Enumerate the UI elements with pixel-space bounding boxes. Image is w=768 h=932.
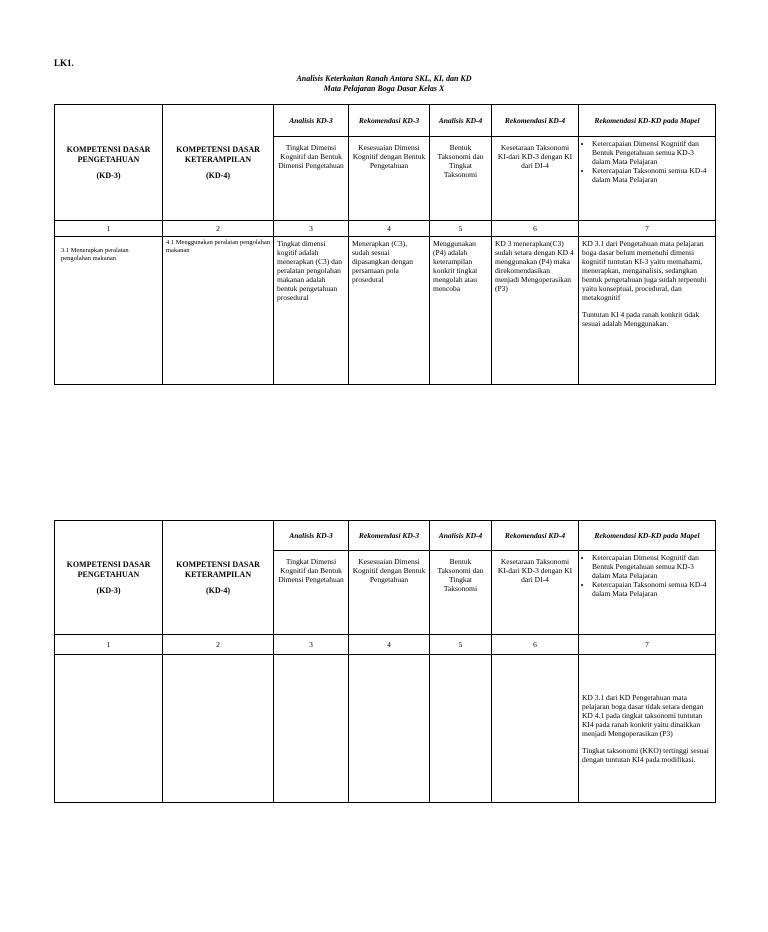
document-label: LK1.	[54, 58, 74, 68]
kd3-header-title: KOMPETENSI DASAR PENGETAHUAN	[66, 144, 151, 164]
col-number: 1	[55, 635, 163, 655]
kd3-header-code: (KD-3)	[96, 585, 121, 595]
kd3-header	[55, 105, 163, 221]
analysis-table-2	[54, 520, 716, 803]
analisis-kd3-desc: Tingkat Dimensi Kognitif dan Bentuk Dimensi Pengetahuan	[274, 551, 349, 635]
col-number: 1	[55, 221, 163, 237]
rekomendasi-kd4-cell	[492, 655, 579, 803]
rekomendasi-mapel-header: Rekomendasi KD-KD pada Mapel	[579, 521, 716, 551]
col-number: 2	[163, 635, 274, 655]
col-number: 6	[492, 635, 579, 655]
analisis-kd4-cell: Menggunakan (P4) adalah keterampilan konkrit tingkat mengolah atau mencoba	[430, 237, 492, 385]
analisis-kd3-cell	[274, 655, 349, 803]
col-number: 5	[430, 221, 492, 237]
col-number: 6	[492, 221, 579, 237]
col-number: 3	[274, 635, 349, 655]
kd3-header-code: (KD-3)	[96, 170, 121, 180]
mapel-paragraph: Tingkat taksonomi (KKO) tertinggi sesuai dengan tuntutan KI4 pada modifikasi.	[582, 746, 709, 764]
kd3-cell: 3.1 Menerapkan peralatan pengolahan makanan	[55, 237, 163, 385]
rec-item: • Ketercapaian Taksonomi semua KD-4 dalam Mata Pelajaran	[592, 580, 712, 598]
kd3-header	[55, 521, 163, 635]
col-number: 4	[349, 635, 430, 655]
mapel-paragraph: KD 3.1 dari KD Pengetahuan mata pelajaran boga dasar tidak setara dengan KD 4.1 pada tingkat taksonomi tuntutan KI4 pada ranah konkrit yaitu dinaikkan menjadi Mengoperasikan (P3)	[582, 693, 704, 738]
analisis-kd3-header: Analisis KD-3	[274, 105, 349, 137]
kd4-header-title: KOMPETENSI DASAR KETERAMPILAN	[176, 144, 260, 164]
rekomendasi-kd3-cell: Menerapkan (C3), sudah sesuai dipasangkan dengan persamaan pola prosedural	[349, 237, 430, 385]
document-title: Analisis Keterkaitan Ranah Antara SKL, KI, dan KD	[296, 74, 472, 83]
rekomendasi-mapel-cell	[579, 655, 716, 803]
rekomendasi-kd4-header: Rekomendasi KD-4	[492, 105, 579, 137]
analisis-kd3-header: Analisis KD-3	[274, 521, 349, 551]
kd4-header	[163, 105, 274, 221]
rekomendasi-kd3-desc: Kesesuaian Dimensi Kognitif dengan Bentuk Pengetahuan	[349, 137, 430, 221]
analisis-kd4-header: Analisis KD-4	[430, 521, 492, 551]
rec-item: • Ketercapaian Dimensi Kognitif dan Bentuk Pengetahuan semua KD-3 dalam Mata Pelajaran	[592, 553, 712, 580]
analisis-kd4-header: Analisis KD-4	[430, 105, 492, 137]
col-number: 4	[349, 221, 430, 237]
col-number: 3	[274, 221, 349, 237]
col-number: 7	[579, 635, 716, 655]
rekomendasi-kd3-header: Rekomendasi KD-3	[349, 521, 430, 551]
mapel-paragraph: KD 3.1 dari Pengetahuan mata pelajaran boga dasar belum memenuhi dimensi kognitif tuntutan KI-3 yaitu memahami, menerapkan, menganalisis, sedangkan bentuk pengetahuan juga sudah terpenuhi yaitu konseptual, procedural, dan metakognitif	[582, 239, 707, 302]
kd4-header-code: (KD-4)	[206, 170, 230, 180]
kd3-header-title: KOMPETENSI DASAR PENGETAHUAN	[66, 559, 151, 579]
analisis-kd4-desc: Bentuk Taksonomi dan Tingkat Taksonomi	[430, 551, 492, 635]
rekomendasi-mapel-header: Rekomendasi KD-KD pada Mapel	[579, 105, 716, 137]
analisis-kd3-desc: Tingkat Dimensi Kognitif dan Bentuk Dimensi Pengetahuan	[274, 137, 349, 221]
rekomendasi-kd4-header: Rekomendasi KD-4	[492, 521, 579, 551]
kd3-cell	[55, 655, 163, 803]
col-number: 2	[163, 221, 274, 237]
kd4-cell	[163, 655, 274, 803]
rec-item: • Ketercapaian Dimensi Kognitif dan Bentuk Pengetahuan semua KD-3 dalam Mata Pelajaran	[592, 139, 712, 166]
analisis-kd3-cell: Tingkat dimensi kogitif adalah menerapkan (C3) dan peralatan pengolahan makanan adalah bentuk pengetahuan prosedural	[274, 237, 349, 385]
analisis-kd4-desc: Bentuk Taksonomi dan Tingkat Taksonomi	[430, 137, 492, 221]
mapel-paragraph: Tuntutan KI 4 pada ranah konkrit tidak sesuai adalah Menggunakan.	[582, 310, 700, 328]
kd4-header	[163, 521, 274, 635]
kd4-header-title: KOMPETENSI DASAR KETERAMPILAN	[176, 559, 260, 579]
rekomendasi-kd4-cell: KD 3 menerapkan(C3) sudah setara dengan KD 4 menggunakan (P4) maka direkomendasikan menjadi Mengoperasikan (P3)	[492, 237, 579, 385]
rekomendasi-kd4-desc: Kesetaraan Taksonomi KI-dari KD-3 dengan KI dari DI-4	[492, 551, 579, 635]
col-number: 7	[579, 221, 716, 237]
rekomendasi-kd4-desc: Kesetaraan Taksonomi KI-dari KD-3 dengan KI dari DI-4	[492, 137, 579, 221]
rekomendasi-kd3-cell	[349, 655, 430, 803]
rekomendasi-mapel-cell	[579, 237, 716, 385]
rekomendasi-kd3-desc: Kesesuaian Dimensi Kognitif dengan Bentuk Pengetahuan	[349, 551, 430, 635]
kd4-cell: 4.1 Menggunakan peralatan pengolahan makanan	[163, 237, 274, 385]
analysis-table-1	[54, 104, 716, 385]
rekomendasi-mapel-list	[579, 551, 716, 635]
rekomendasi-kd3-header: Rekomendasi KD-3	[349, 105, 430, 137]
rec-item: • Ketercapaian Taksonomi semua KD-4 dalam Mata Pelajaran	[592, 166, 712, 184]
analisis-kd4-cell	[430, 655, 492, 803]
kd4-header-code: (KD-4)	[206, 585, 230, 595]
rekomendasi-mapel-list	[579, 137, 716, 221]
col-number: 5	[430, 635, 492, 655]
document-subtitle: Mata Pelajaran Boga Dasar Kelas X	[323, 84, 445, 93]
